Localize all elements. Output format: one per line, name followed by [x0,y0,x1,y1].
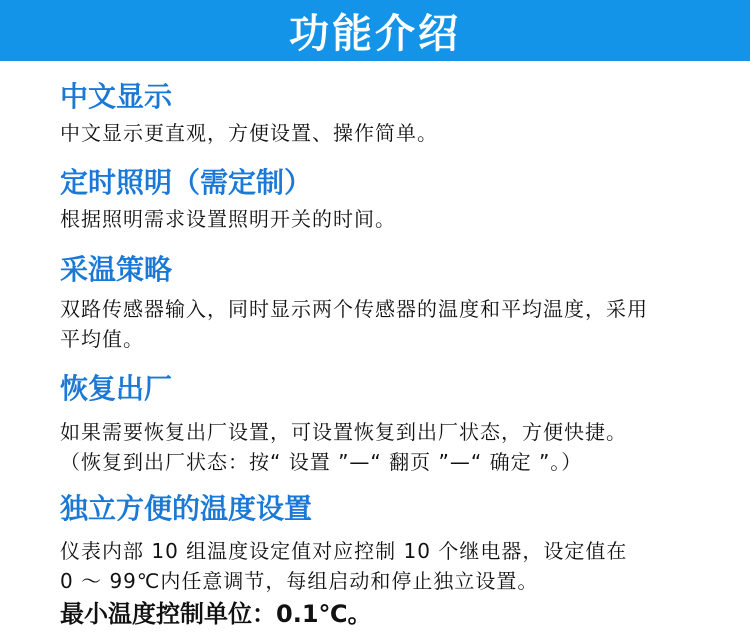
section-text-chinese-display [60,118,720,148]
text-line: 如果需要恢复出厂设置，可设置恢复到出厂状态，方便快捷。 [60,420,627,444]
text-line: 平均值。 [60,327,144,351]
section-text-timed-lighting [60,204,720,234]
text-line: 根据照明需求设置照明开关的时间。 [60,207,396,231]
text-line: 中文显示更直观，方便设置、操作简单。 [60,121,438,145]
section-text-factory-reset [60,417,720,477]
text-line: 仪表内部 10 组温度设定值对应控制 10 个继电器，设定值在 [60,539,628,563]
section-heading-chinese-display: 中文显示 [60,80,173,113]
text-line: 0 ～ 99℃内任意调节，每组启动和停止独立设置。 [60,569,539,593]
banner-title: 功能介绍 [289,11,461,57]
min-control-unit-note: 最小温度控制单位：0.1℃。 [60,600,372,628]
text-line: （恢复到出厂状态：按“ 设置 ”—“ 翻页 ”—“ 确定 ”。） [60,450,583,474]
section-heading-factory-reset: 恢复出厂 [60,372,173,405]
section-heading-independent-setting: 独立方便的温度设置 [60,492,313,525]
text-line: 双路传感器输入，同时显示两个传感器的温度和平均温度，采用 [60,297,648,321]
section-heading-timed-lighting: 定时照明（需定制） [60,166,313,199]
banner [0,0,750,61]
section-text-temperature-strategy [60,294,720,354]
section-text-independent-setting [60,536,720,596]
section-heading-temperature-strategy: 采温策略 [60,253,173,286]
